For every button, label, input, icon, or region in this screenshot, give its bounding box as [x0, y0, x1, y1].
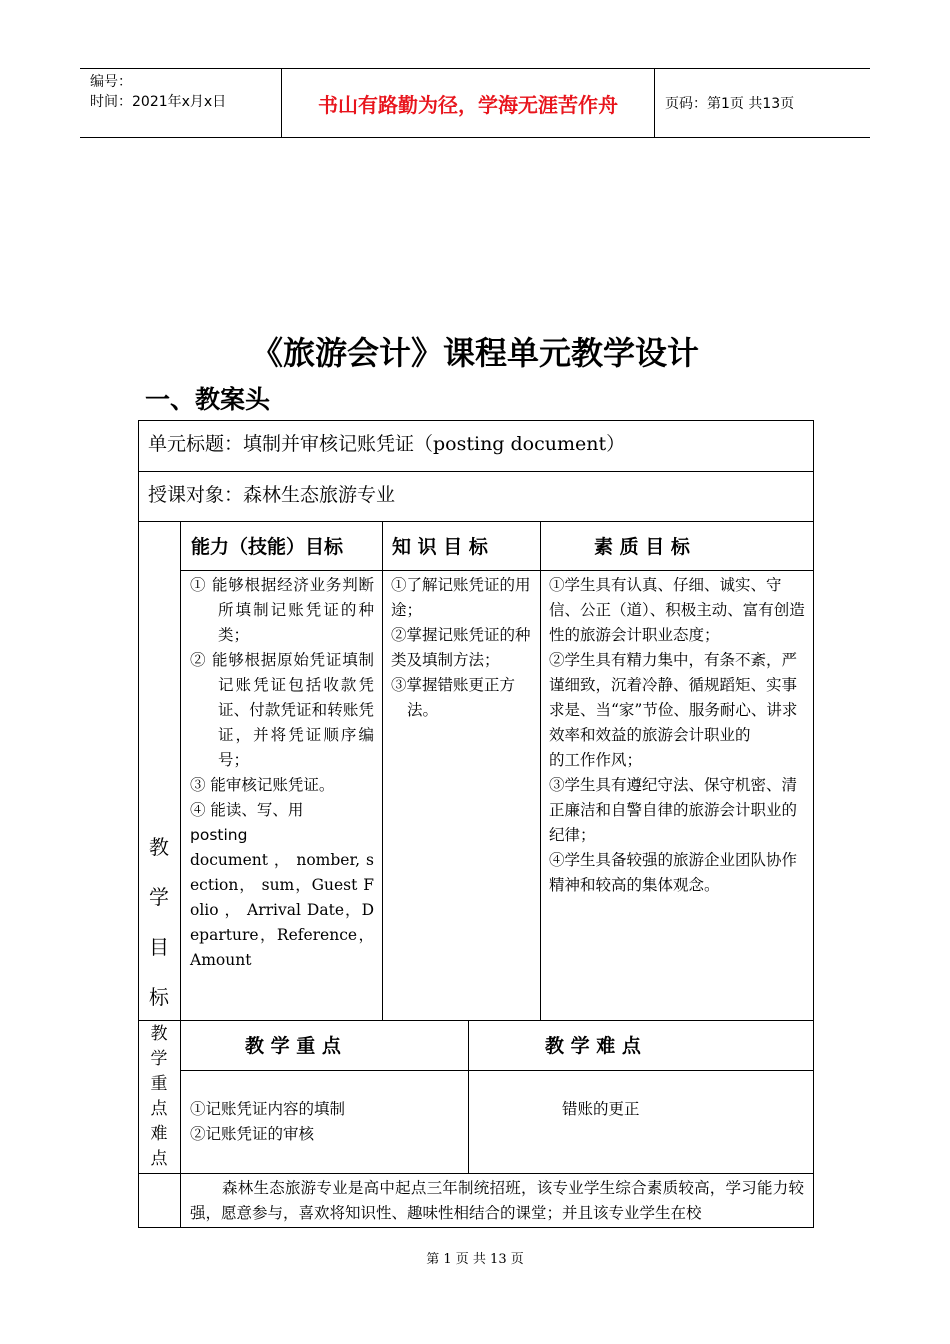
row-divider [138, 521, 814, 522]
table-border-bottom [138, 1227, 814, 1228]
audience: 授课对象：森林生态旅游专业 [148, 484, 396, 506]
list-item: ④学生具备较强的旅游企业团队协作精神和较高的集体观念。 [549, 851, 798, 894]
difficult-point: 错账的更正 [562, 1100, 640, 1118]
row-divider [138, 1173, 814, 1174]
table-border-right [813, 420, 814, 1228]
table-border-top [138, 420, 814, 421]
list-item: ③学生具有遵纪守法、保守机密、清正廉洁和自警自律的旅游会计职业的纪律； [549, 776, 798, 844]
list-item: ①记账凭证内容的填制 [190, 1100, 346, 1118]
header-motto: 书山有路勤为径，学海无涯苦作舟 [282, 69, 655, 137]
col-knowledge-heading: 知 识 目 标 [392, 536, 488, 558]
list-item: posting [190, 826, 248, 844]
col-divider [382, 521, 383, 1021]
col-key-heading: 教 学 重 点 [245, 1035, 341, 1057]
row-divider [138, 1020, 814, 1021]
list-item: ② 能够根据原始凭证填制记账凭证包括收款凭证、付款凭证和转账凭证，并将凭证顺序编号； [190, 651, 374, 769]
list-item: 的工作作风； [549, 751, 643, 769]
list-item: ②掌握记账凭证的种类及填制方法； [391, 626, 531, 669]
col-divider [180, 521, 181, 1228]
col-difficult-heading: 教 学 难 点 [545, 1035, 641, 1057]
list-item: ①了解记账凭证的用途； [391, 576, 531, 619]
page-footer: 第 1 页 共 13 页 [426, 1252, 524, 1267]
row-divider [180, 570, 814, 571]
header-page-info: 页码：第1页 共13页 [665, 96, 795, 112]
ability-list [190, 573, 374, 973]
col-ability-heading: 能力（技能）目标 [191, 536, 344, 558]
page-title: 《旅游会计》课程单元教学设计 [250, 334, 699, 372]
objectives-label: 教 学 目 标 [149, 835, 169, 1009]
row-divider [138, 471, 814, 472]
section-heading: 一、教案头 [145, 385, 271, 414]
list-item: ① 能够根据经济业务判断所填制记账凭证的种类； [190, 576, 374, 644]
unit-title: 单元标题：填制并审核记账凭证（posting document） [148, 433, 626, 455]
list-item: ②记账凭证的审核 [190, 1125, 315, 1143]
student-analysis: 森林生态旅游专业是高中起点三年制统招班，该专业学生综合素质较高，学习能力较强，愿意参与，喜欢将知识性、趣味性相结合的课堂；并且该专业学生在校 [190, 1179, 804, 1222]
list-item: ④ 能读、写、用 [190, 801, 304, 819]
list-item: ③ 能审核记账凭证。 [190, 776, 335, 794]
list-item: document ， nomber, section， sum，Guest Folio ， Arrival Date，Departure，Reference，Amount [190, 851, 374, 969]
quality-list [549, 573, 807, 898]
col-quality-heading: 素 质 目 标 [594, 536, 690, 558]
list-item: ③掌握错账更正方法。 [391, 676, 516, 719]
keypoints-label: 教 学 重 点 难 点 [150, 1024, 168, 1169]
col-divider [540, 521, 541, 1021]
list-item: ②学生具有精力集中，有条不紊，严谨细致，沉着冷静、循规蹈矩、实事求是、当“家”节俭、服务耐心、讲求效率和效益的旅游会计职业的 [549, 651, 798, 744]
header-meta [80, 69, 282, 137]
knowledge-list [391, 573, 534, 723]
key-list [190, 1097, 345, 1147]
header-time: 时间：2021年x月x日 [90, 94, 227, 110]
header-number: 编号： [90, 74, 132, 90]
document-header [80, 68, 870, 138]
row-divider [180, 1070, 814, 1071]
col-divider [468, 1020, 469, 1174]
list-item: ①学生具有认真、仔细、诚实、守信、公正（道）、积极主动、富有创造性的旅游会计职业态度； [549, 576, 805, 644]
